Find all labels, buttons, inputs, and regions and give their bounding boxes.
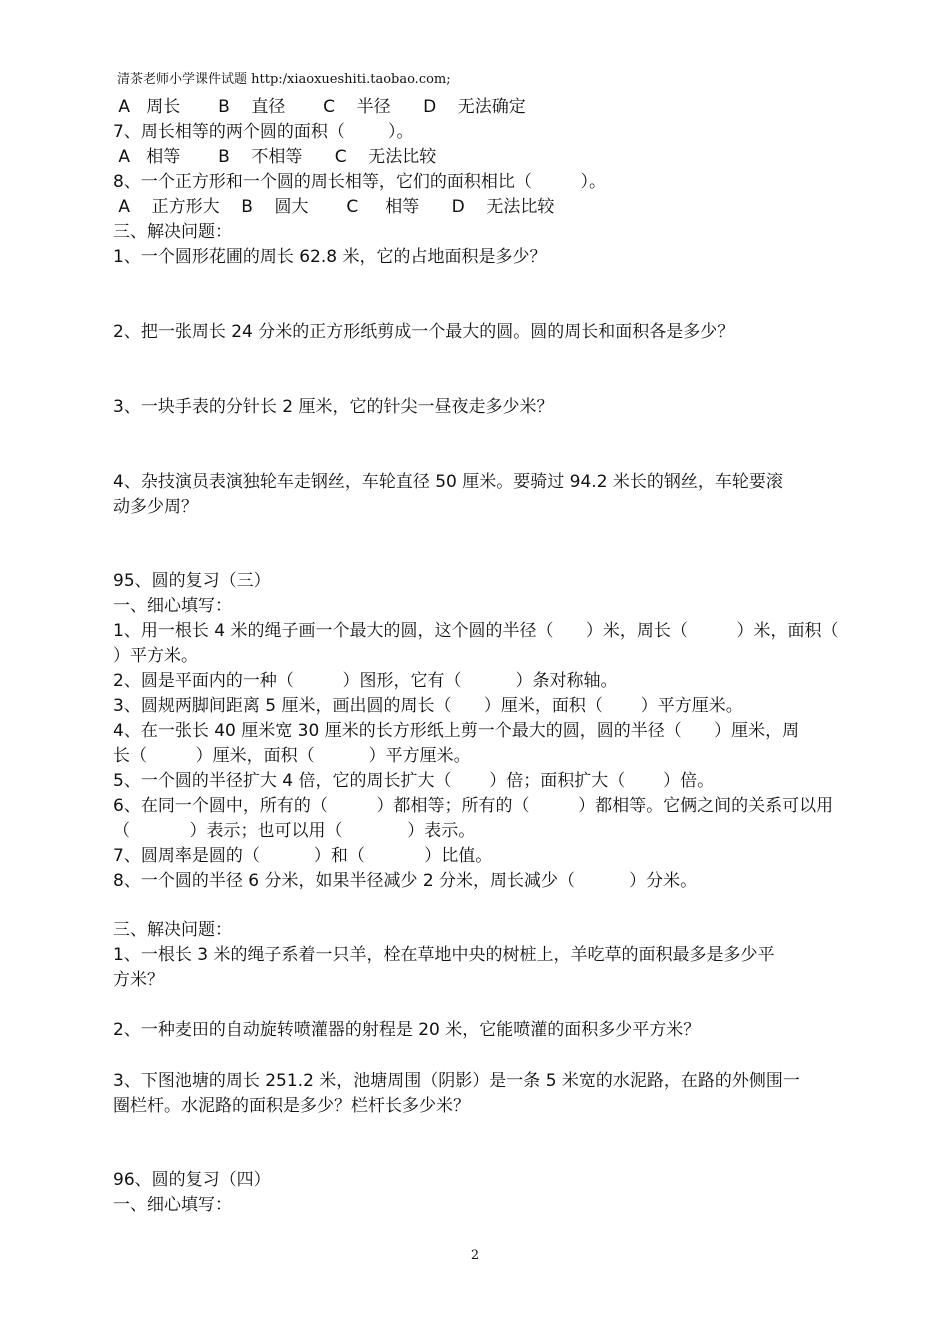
page-number: 2 (470, 1248, 480, 1263)
q6-options: A 周长 B 直径 C 半径 D 无法确定 (113, 97, 526, 117)
fill-6: 6、在同一个圆中，所有的（ ）都相等；所有的（ ）都相等。它俩之间的关系可以用 (113, 796, 834, 816)
problem-1-cont: 方米？ (113, 970, 164, 990)
problem-1: 1、一个圆形花圃的周长 62.8 米，它的占地面积是多少？ (113, 247, 547, 267)
fill-3: 3、圆规两脚间距离 5 厘米，画出圆的周长（ ）厘米，面积（ ）平方厘米。 (113, 696, 743, 716)
fill-2: 2、圆是平面内的一种（ ）图形，它有（ ）条对称轴。 (113, 671, 618, 691)
question-8: 8、一个正方形和一个圆的周长相等，它们的面积相比（ ）。 (113, 172, 606, 192)
problem-2: 2、把一张周长 24 分米的正方形纸剪成一个最大的圆。圆的周长和面积各是多少？ (113, 322, 735, 342)
fill-1: 1、用一根长 4 米的绳子画一个最大的圆，这个圆的半径（ ）米，周长（ ）米，面积（ (113, 621, 839, 641)
q8-options: A 正方形大 B 圆大 C 相等 D 无法比较 (113, 197, 555, 217)
section-heading: 三、解决问题： (113, 920, 232, 940)
fill-6-cont: （ ）表示；也可以用（ ）表示。 (113, 821, 476, 841)
fill-5: 5、一个圆的半径扩大 4 倍，它的周长扩大（ ）倍；面积扩大（ ）倍。 (113, 771, 715, 791)
problem-1: 1、一根长 3 米的绳子系着一只羊，栓在草地中央的树桩上，羊吃草的面积最多是多少平 (113, 945, 775, 965)
question-7: 7、周长相等的两个圆的面积（ ）。 (113, 122, 414, 142)
fill-4: 4、在一张长 40 厘米宽 30 厘米的长方形纸上剪一个最大的圆，圆的半径（ ）厘米，周 (113, 721, 800, 741)
fill-1-cont: ）平方米。 (113, 646, 198, 666)
section-heading: 一、细心填写： (113, 596, 232, 616)
lesson-95-title: 95、圆的复习（三） (113, 571, 271, 591)
section-heading: 三、解决问题： (113, 222, 232, 242)
problem-3-cont: 圈栏杆。水泥路的面积是多少？栏杆长多少米？ (113, 1096, 470, 1116)
problem-4-cont: 动多少周？ (113, 497, 198, 517)
fill-7: 7、圆周率是圆的（ ）和（ ）比值。 (113, 846, 493, 866)
problem-2: 2、一种麦田的自动旋转喷灌器的射程是 20 米，它能喷灌的面积多少平方米？ (113, 1020, 701, 1040)
section-heading: 一、细心填写： (113, 1195, 232, 1215)
problem-3: 3、下图池塘的周长 251.2 米，池塘周围（阴影）是一条 5 米宽的水泥路，在路的外侧围一 (113, 1071, 800, 1091)
fill-4-cont: 长（ ）厘米，面积（ ）平方厘米。 (113, 746, 471, 766)
fill-8: 8、一个圆的半径 6 分米，如果半径减少 2 分米，周长减少（ ）分米。 (113, 871, 698, 891)
page-header: 清茶老师小学课件试题 http:/xiaoxueshiti.taobao.com; (117, 72, 451, 87)
q7-options: A 相等 B 不相等 C 无法比较 (113, 147, 437, 167)
lesson-96-title: 96、圆的复习（四） (113, 1170, 271, 1190)
problem-4: 4、杂技演员表演独轮车走钢丝，车轮直径 50 厘米。要骑过 94.2 米长的钢丝，车轮要滚 (113, 472, 783, 492)
problem-3: 3、一块手表的分针长 2 厘米，它的针尖一昼夜走多少米？ (113, 397, 554, 417)
